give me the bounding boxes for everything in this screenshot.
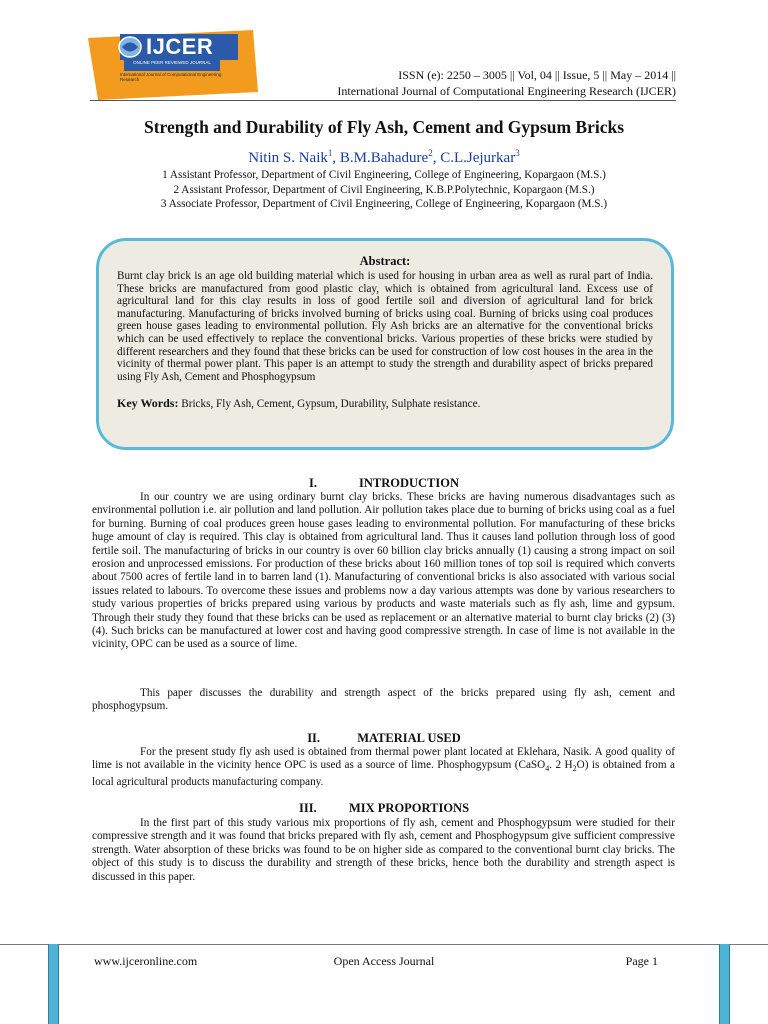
logo-tagline: ONLINE PEER REVIEWED JOURNAL <box>133 60 211 65</box>
issn-line: ISSN (e): 2250 – 3005 || Vol, 04 || Issue, 5 || May – 2014 || <box>398 68 676 82</box>
introduction-paragraph-1 <box>92 491 675 652</box>
section-title: MIX PROPORTIONS <box>348 801 470 815</box>
logo-subtitle: International Journal of Computational Engineering Research <box>120 72 222 82</box>
affiliation-line: 3 Associate Professor, Department of Civil Engineering, College of Engineering, Kopargaon (M.S.) <box>160 198 608 210</box>
subscript: 4 <box>545 764 550 774</box>
section-heading-mix-proportions <box>0 801 768 816</box>
footer-divider <box>0 944 768 945</box>
author-separator: , <box>332 150 340 166</box>
paragraph-text: In our country we are using ordinary burnt clay bricks. These bricks are having numerous disadvantages such as environmental pollution i.e. air pollution and land pollution. Air pollution takes place due to burning of bricks using coal as a fuel for burning. Burning of coal produces green house gases leading to environmental pollution. For manufacturing of these bricks huge amount of clay is required. This clay is obtained from agricultural land. Thus it causes land pollution through loss of good fertile soil. The manufacturing of bricks in our country is over 60 billion clay bricks annually (1) causing a strong impact on soil erosion and unprocessed emissions. For production of these bricks about 160 million tones of top soil is required which converts about 7500 acres of fertile land in to barren land (1). Manufacturing of conventional bricks is also associated with various social issues related to labours. To overcome these issues and problems now a day various attempts was done by various researchers to study various properties of bricks prepared using various by products and waste materials such as fly ash, lime and gypsum. Through their study they found that these bricks can be used as replacement or an alternative material to burnt clay bricks (2) (3) (4). Such bricks can be manufactured at lower cost and having good compressive strength. In case of lime is not available in the vicinity, OPC can be used as a source of lime. <box>92 491 675 651</box>
keywords-label: Key Words: <box>117 396 179 411</box>
section-title: MATERIAL USED <box>357 731 461 745</box>
author-separator: , <box>432 150 441 166</box>
affiliation-line: 2 Assistant Professor, Department of Civil Engineering, K.B.P.Polytechnic, Kopargaon (M.S.) <box>173 183 595 196</box>
abstract-heading: Abstract: <box>359 254 411 268</box>
author-affiliation-mark: 1 <box>327 148 333 158</box>
mix-paragraph <box>92 817 675 884</box>
footer-open-access: Open Access Journal <box>333 954 435 968</box>
author-name: B.M.Bahadure <box>339 150 429 166</box>
header-divider <box>90 100 676 101</box>
section-number: I. <box>308 476 317 490</box>
page-number: Page 1 <box>625 954 658 968</box>
subscript: 2 <box>572 764 577 774</box>
paper-title: Strength and Durability of Fly Ash, Cement and Gypsum Bricks <box>143 117 625 137</box>
paragraph-text: . 2 H <box>549 759 573 772</box>
affiliation-line: 1 Assistant Professor, Department of Civil Engineering, College of Engineering, Kopargaon (M.S.) <box>162 169 606 181</box>
paragraph-text: O) is obtained from a local agricultural products manufacturing company. <box>92 759 675 789</box>
keywords-line <box>117 397 653 411</box>
affiliation-list <box>0 168 768 212</box>
author-name: Nitin S. Naik <box>248 150 328 166</box>
author-name: C.L.Jejurkar <box>440 150 516 166</box>
footer-url[interactable]: www.ijceronline.com <box>94 954 198 968</box>
journal-logo <box>88 30 258 100</box>
section-title: INTRODUCTION <box>358 476 459 490</box>
abstract-text: Burnt clay brick is an age old building material which is used for housing in urban area as well as rural part of India. These bricks are manufactured from good plastic clay, which is obtained from agricultural land. Excess use of agricultural land for this clay results in loss of good fertile soil and diversion of agricultural land for brick manufacturing. Manufacturing of bricks involved burning of bricks using coal. Burning of bricks using coal produces green house gases leading to environmental pollution. Fly Ash bricks are an alternative for the conventional bricks which can be used effectively to replace the conventional bricks. Various properties of these bricks were studied by different researchers and they found that these bricks can be used for construction of low cost houses in the area in the vicinity of thermal power plant. This paper is an attempt to study the strength and durability aspect of bricks prepared using Fly Ash, Cement and Phosphogypsum <box>117 270 653 383</box>
author-affiliation-mark: 2 <box>428 148 433 158</box>
section-heading-material-used <box>0 731 768 746</box>
section-number: II. <box>307 731 321 745</box>
introduction-paragraph-2 <box>92 687 675 714</box>
journal-name: International Journal of Computational Engineering Research (IJCER) <box>337 84 676 98</box>
paragraph-text: For the present study fly ash used is obtained from thermal power plant located at Eklehara, Nasik. A good quality of lime is not available in the vicinity hence OPC is used as a source of lime. Phosphogypsum (CaSO <box>92 746 675 772</box>
author-affiliation-mark: 3 <box>515 148 520 158</box>
author-list <box>0 148 768 167</box>
section-number: III. <box>298 801 317 815</box>
section-heading-introduction <box>0 476 768 491</box>
abstract-box <box>96 238 674 450</box>
paragraph-text: In the first part of this study various mix proportions of fly ash, cement and Phosphogypsum were studied for their compressive strength and it was found that bricks prepared with fly ash, cement and Phosphogypsum give sufficient compressive strength. Water absorption of these bricks was found to be on higher side as compared to the conventional burnt clay bricks. The object of this study is to discuss the durability and strength of these bricks, hence both the durability and strength aspect is discussed in this paper. <box>92 817 675 883</box>
material-paragraph <box>92 746 675 789</box>
keywords-value: Bricks, Fly Ash, Cement, Gypsum, Durability, Sulphate resistance. <box>181 398 481 411</box>
paragraph-text: This paper discusses the durability and strength aspect of the bricks prepared using fly ash, cement and phosphogypsum. <box>92 687 675 713</box>
logo-wordmark: IJCER <box>146 34 214 59</box>
